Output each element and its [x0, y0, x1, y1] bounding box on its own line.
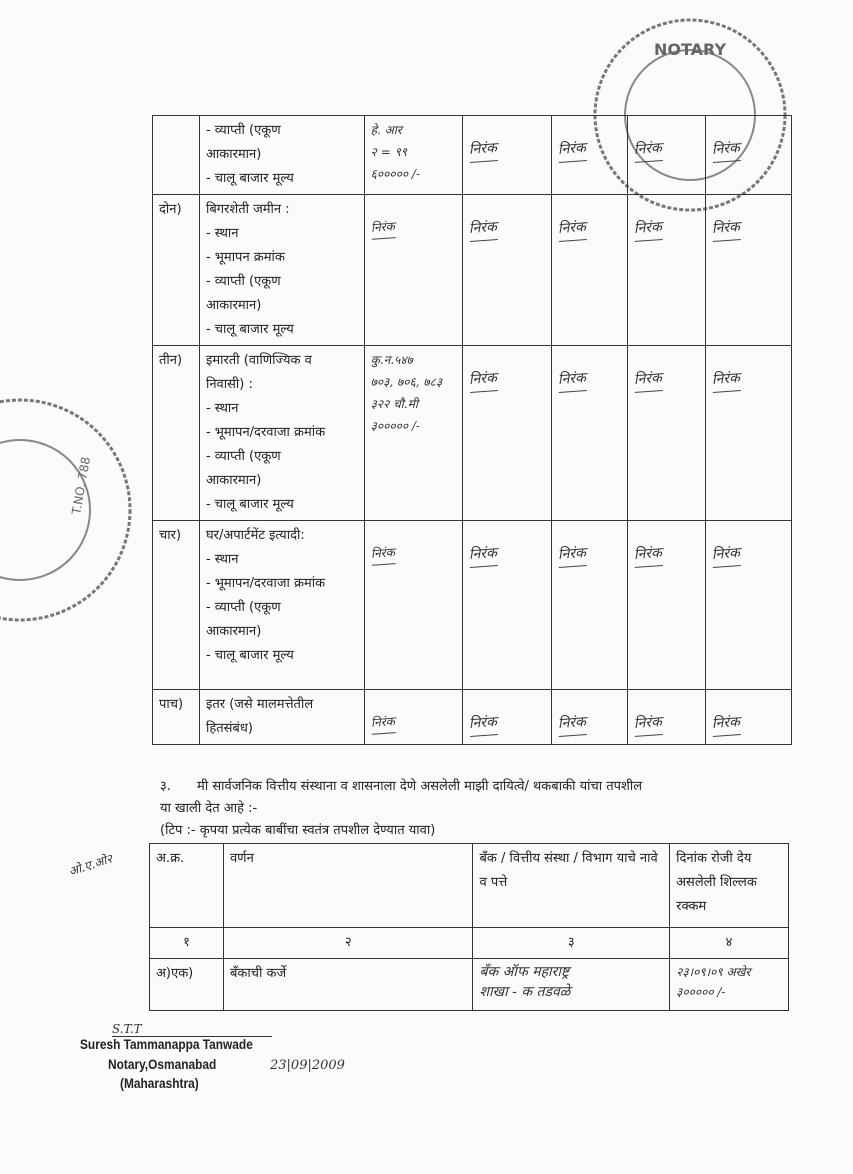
row-items — [199, 521, 364, 690]
value-text: ३००००० /- — [370, 419, 420, 433]
nil-text: निरंक — [633, 710, 663, 737]
item-label: हितसंबंध) — [205, 721, 253, 736]
nil-text: निरंक — [633, 541, 663, 568]
nil-cell — [552, 346, 628, 521]
col-number: ४ — [670, 928, 789, 959]
nil-text: निरंक — [711, 710, 741, 737]
item-label: - भूमापन क्रमांक — [205, 250, 285, 265]
nil-cell — [628, 346, 706, 521]
nil-cell — [462, 690, 552, 745]
item-label: आकारमान) — [205, 147, 262, 162]
nil-text: निरंक — [468, 710, 498, 737]
margin-note: ओ.ए.ओ२ — [67, 851, 115, 879]
header-serial: अ.क्र. — [150, 844, 224, 928]
nil-text: निरंक — [711, 136, 741, 163]
item-label: - व्याप्ती (एकूण — [205, 600, 281, 615]
row-serial: अ)एक) — [150, 959, 224, 1011]
signature-date: 23|09|2009 — [270, 1058, 345, 1073]
nil-cell — [628, 690, 706, 745]
nil-cell — [552, 521, 628, 690]
item-label: - भूमापन/दरवाजा क्रमांक — [205, 425, 326, 440]
row-description: बँकाची कर्जे — [223, 959, 473, 1011]
value-text: निरंक — [370, 541, 395, 566]
nil-cell — [552, 690, 628, 745]
item-label: आकारमान) — [205, 298, 262, 313]
asset-row — [153, 346, 792, 521]
balance-amount: ३००००० /- — [676, 985, 726, 999]
signature-name: Suresh Tammanappa Tanwade — [80, 1036, 253, 1052]
col-number: ३ — [473, 928, 670, 959]
item-label: आकारमान) — [205, 473, 262, 488]
value-text: ६००००० /- — [370, 167, 420, 181]
item-label: - व्याप्ती (एकूण — [205, 123, 281, 138]
header-bank: बँक / वित्तीय संस्था / विभाग याचे नावे व पत्ते — [473, 844, 670, 928]
row-items — [199, 346, 364, 521]
nil-text: निरंक — [711, 215, 741, 242]
svg-text:T.NO. 788: T.NO. 788 — [69, 455, 94, 516]
nil-text: निरंक — [468, 136, 498, 163]
nil-cell — [462, 195, 552, 346]
item-label: - स्थान — [205, 226, 239, 241]
value-cell — [364, 521, 462, 690]
row-items — [199, 195, 364, 346]
asset-row — [153, 195, 792, 346]
nil-cell — [706, 346, 792, 521]
value-text: २ = ९९ — [370, 145, 408, 159]
item-label: - स्थान — [205, 552, 239, 567]
asset-row — [153, 521, 792, 690]
nil-cell — [706, 690, 792, 745]
nil-cell — [462, 116, 552, 195]
liabilities-table — [149, 843, 789, 1011]
row-items — [199, 690, 364, 745]
item-label: - व्याप्ती (एकूण — [205, 274, 281, 289]
nil-cell — [462, 346, 552, 521]
signature-state: (Maharashtra) — [120, 1075, 199, 1091]
row-number: दोन) — [153, 195, 200, 346]
value-cell — [364, 116, 462, 195]
item-label: बिगरशेती जमीन : — [205, 202, 290, 217]
bank-name: बँक ऑफ महाराष्ट्र — [479, 964, 570, 980]
nil-text: निरंक — [558, 710, 588, 737]
nil-text: निरंक — [558, 366, 588, 393]
header-description: वर्णन — [223, 844, 473, 928]
nil-text: निरंक — [558, 215, 588, 242]
nil-cell — [706, 195, 792, 346]
value-text: ३२२ चौ.मी — [370, 397, 419, 411]
section3-line1: मी सार्वजनिक वित्तीय संस्थाना व शासनाला देणे असलेली माझी दायित्वे/ थकबाकी यांचा तपशील — [197, 779, 643, 794]
nil-text: निरंक — [468, 366, 498, 393]
section3-line2: या खाली देत आहे :- — [160, 801, 258, 816]
nil-text: निरंक — [558, 541, 588, 568]
item-label: इमारती (वाणिज्यिक व — [205, 353, 312, 368]
value-text: निरंक — [370, 215, 395, 240]
value-text: कु.न.५४७ — [370, 353, 413, 367]
notary-stamp-left — [0, 390, 140, 630]
value-cell — [364, 346, 462, 521]
nil-cell — [628, 195, 706, 346]
nil-text: निरंक — [711, 541, 741, 568]
value-text: हे. आर — [370, 123, 402, 137]
nil-cell — [552, 195, 628, 346]
item-label: - चालू बाजार मूल्य — [205, 171, 294, 186]
row-items — [199, 116, 364, 195]
nil-cell — [706, 521, 792, 690]
nil-text: निरंक — [558, 136, 588, 163]
signature-title: Notary,Osmanabad — [108, 1056, 217, 1072]
nil-cell — [706, 116, 792, 195]
row-number: चार) — [153, 521, 200, 690]
asset-row — [153, 116, 792, 195]
section3-text — [160, 776, 800, 842]
item-label: - स्थान — [205, 401, 239, 416]
item-label: इतर (जसे मालमत्तेतील — [205, 697, 314, 712]
balance-date: २३।०९।०९ अखेर — [676, 965, 751, 979]
row-number: तीन) — [153, 346, 200, 521]
item-label: - चालू बाजार मूल्य — [205, 648, 294, 663]
nil-text: निरंक — [633, 366, 663, 393]
signature-initials: S.T.T — [112, 1022, 272, 1037]
nil-text: निरंक — [711, 366, 741, 393]
value-text: निरंक — [370, 710, 395, 735]
item-label: आकारमान) — [205, 624, 262, 639]
row-number — [153, 116, 200, 195]
bank-branch: शाखा - क तडवळे — [479, 984, 571, 1000]
nil-text: निरंक — [468, 215, 498, 242]
svg-text:NOTARY: NOTARY — [653, 40, 727, 59]
item-label: - व्याप्ती (एकूण — [205, 449, 281, 464]
nil-cell — [462, 521, 552, 690]
value-text: ७०३, ७०६, ७८३ — [370, 375, 443, 389]
section3-number: ३. — [160, 779, 171, 794]
item-label: - चालू बाजार मूल्य — [205, 497, 294, 512]
nil-cell — [552, 116, 628, 195]
value-cell — [364, 195, 462, 346]
col-number: २ — [223, 928, 473, 959]
nil-cell — [628, 521, 706, 690]
header-balance: दिनांक रोजी देय असलेली शिल्लक रक्कम — [670, 844, 789, 928]
value-cell — [364, 690, 462, 745]
nil-text: निरंक — [633, 215, 663, 242]
assets-table — [152, 115, 792, 745]
section3-note: (टिप :- कृपया प्रत्येक बाबींचा स्वतंत्र तपशील देण्यात यावा) — [160, 823, 436, 838]
row-number: पाच) — [153, 690, 200, 745]
col-number: १ — [150, 928, 224, 959]
item-label: घर/अपार्टमेंट इत्यादी: — [205, 528, 305, 543]
item-label: - चालू बाजार मूल्य — [205, 322, 294, 337]
item-label: निवासी) : — [205, 377, 253, 392]
item-label: - भूमापन/दरवाजा क्रमांक — [205, 576, 326, 591]
nil-cell — [628, 116, 706, 195]
asset-row — [153, 690, 792, 745]
nil-text: निरंक — [468, 541, 498, 568]
nil-text: निरंक — [633, 136, 663, 163]
